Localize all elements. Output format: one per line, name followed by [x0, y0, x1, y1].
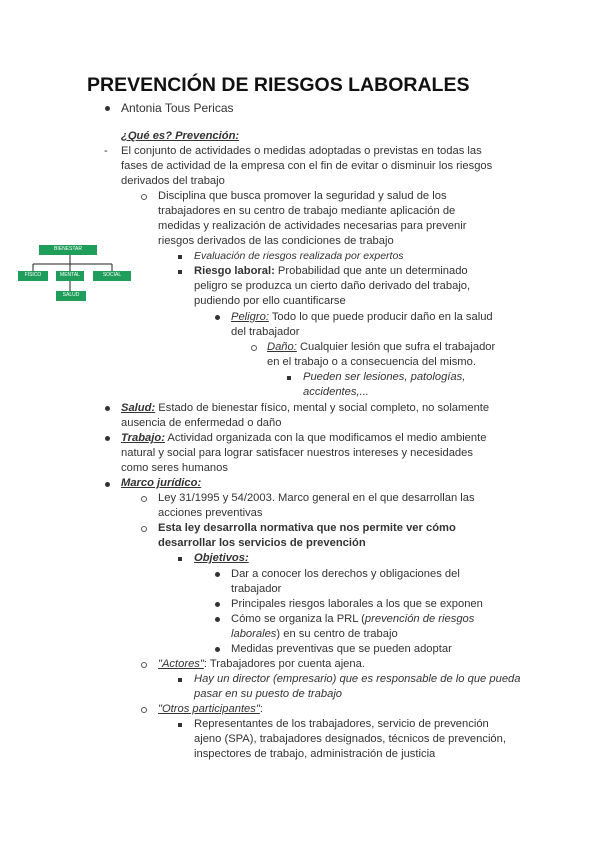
dano-line-2: en el trabajo o a consecuencia del mismo. — [267, 356, 476, 368]
actores-label: "Actores" — [158, 658, 204, 670]
circle-bullet — [141, 707, 147, 713]
dano-line-1 — [267, 340, 495, 355]
disc-line-2: trabajadores en su centro de trabajo mediante aplicación de — [158, 205, 456, 217]
director-line-2: pasar en su puesto de trabajo — [194, 688, 343, 700]
salud-text: Estado de bienestar físico, mental y social completo, no solamente — [155, 402, 490, 414]
obj1-line-2: trabajador — [231, 583, 282, 595]
que-es-heading: ¿Qué es? Prevención: — [121, 130, 240, 142]
ley-line-1: Ley 31/1995 y 54/2003. Marco general en el que desarrollan las — [158, 492, 475, 504]
lesiones-line-1: Pueden ser lesiones, patologías, — [303, 371, 466, 383]
bullet — [105, 482, 110, 487]
obj3-d: ) en su centro de trabajo — [276, 628, 398, 640]
disc-line-1: Disciplina que busca promover la seguridad y salud de los — [158, 190, 447, 202]
circle-bullet — [251, 345, 257, 351]
circle-bullet — [141, 194, 147, 200]
peligro-text: Todo lo que puede producir daño en la salud — [268, 311, 493, 323]
obj3-line-2 — [231, 627, 398, 642]
disc-line-3: medidas y realización de actividades necesarias para prevenir — [158, 220, 467, 232]
obj3-a: Cómo se organiza la PRL ( — [231, 613, 365, 625]
def-line-2: fases de actividad de la empresa con el fin de evitar o disminuir los riesgos — [121, 160, 493, 172]
obj3-b: prevención de riesgos — [364, 613, 475, 625]
bullet — [215, 572, 220, 577]
peligro-label: Peligro: — [231, 311, 269, 323]
bullet — [105, 436, 110, 441]
otros-label: "Otros participantes" — [158, 703, 260, 715]
diagram-fisico: FÍSICO — [18, 271, 48, 281]
otros-colon: : — [259, 703, 263, 715]
diagram-mental: MENTAL — [56, 271, 84, 281]
ley-line-2: acciones preventivas — [158, 507, 263, 519]
def-line-3: derivados del trabajo — [121, 175, 225, 187]
trabajo-line-2: natural y social para lograr satisfacer nuestros intereses y necesidades — [121, 447, 473, 459]
trabajo-text: Actividad organizada con la que modificamos el medio ambiente — [164, 432, 487, 444]
circle-bullet — [141, 662, 147, 668]
square-bullet — [178, 678, 182, 682]
riesgo-line-1 — [194, 264, 468, 279]
obj2: Principales riesgos laborales a los que se exponen — [231, 598, 483, 610]
diagram-social: SOCIAL — [93, 271, 131, 281]
bullet — [105, 406, 110, 411]
square-bullet — [178, 557, 182, 561]
bullet — [215, 647, 220, 652]
obj4: Medidas preventivas que se pueden adoptar — [231, 643, 452, 655]
page-title: PREVENCIÓN DE RIESGOS LABORALES — [87, 74, 470, 96]
salud-line-1 — [121, 401, 489, 416]
peligro-line-2: del trabajador — [231, 326, 300, 338]
dano-text: Cualquier lesión que sufra el trabajador — [296, 341, 496, 353]
def-line-1: El conjunto de actividades o medidas adoptadas o previstas en todas las — [121, 145, 482, 157]
eval-text: Evaluación de riesgos realizada por expertos — [194, 250, 404, 262]
salud-line-2: ausencia de enfermedad o daño — [121, 417, 282, 429]
author: Antonia Tous Pericas — [121, 101, 234, 115]
riesgo-line-2: peligro se produzca un cierto daño derivado del trabajo, — [194, 280, 471, 292]
bullet — [215, 602, 220, 607]
circle-bullet — [141, 526, 147, 532]
obj3-c: laborales — [231, 628, 277, 640]
obj3-line-1 — [231, 612, 474, 627]
actores-text: : Trabajadores por cuenta ajena. — [203, 658, 365, 670]
repr-line-1: Representantes de los trabajadores, servicio de prevención — [194, 718, 489, 730]
lesiones-line-2: accidentes,... — [303, 386, 369, 398]
dash-marker: - — [104, 145, 108, 157]
peligro-line-1 — [231, 310, 493, 325]
trabajo-line-1 — [121, 431, 486, 446]
riesgo-text: Probabilidad que ante un determinado — [274, 265, 468, 277]
diagram-salud: SALUD — [56, 291, 86, 301]
square-bullet — [178, 255, 182, 259]
director-line-1: Hay un director (empresario) que es responsable de lo que pueda — [194, 673, 521, 685]
actores-line — [158, 657, 365, 672]
circle-bullet — [141, 496, 147, 502]
square-bullet — [178, 723, 182, 727]
desarrolla-line-1: Esta ley desarrolla normativa que nos permite ver cómo — [158, 522, 456, 534]
desarrolla-line-2: desarrollar los servicios de prevención — [158, 537, 366, 549]
bullet — [215, 617, 220, 622]
marco-label: Marco jurídico: — [121, 477, 202, 489]
bullet — [215, 315, 220, 320]
trabajo-label: Trabajo: — [121, 432, 165, 444]
trabajo-line-3: como seres humanos — [121, 462, 228, 474]
repr-line-3: inspectores de trabajo, administración de justicia — [194, 748, 436, 760]
obj1-line-1: Dar a conocer los derechos y obligaciones del — [231, 568, 460, 580]
objetivos-label: Objetivos: — [194, 552, 249, 564]
repr-line-2: ajeno (SPA), trabajadores designados, técnicos de prevención, — [194, 733, 506, 745]
riesgo-label: Riesgo laboral: — [194, 265, 275, 277]
dano-label: Daño: — [267, 341, 297, 353]
disc-line-4: riesgos derivados de las condiciones de trabajo — [158, 235, 394, 247]
square-bullet — [287, 376, 291, 380]
riesgo-line-3: pudiendo por ello cuantificarse — [194, 295, 346, 307]
bullet — [105, 106, 110, 111]
salud-label: Salud: — [121, 402, 156, 414]
diagram-bienestar: BIENESTAR — [39, 245, 97, 255]
otros-line — [158, 702, 263, 717]
square-bullet — [178, 270, 182, 274]
